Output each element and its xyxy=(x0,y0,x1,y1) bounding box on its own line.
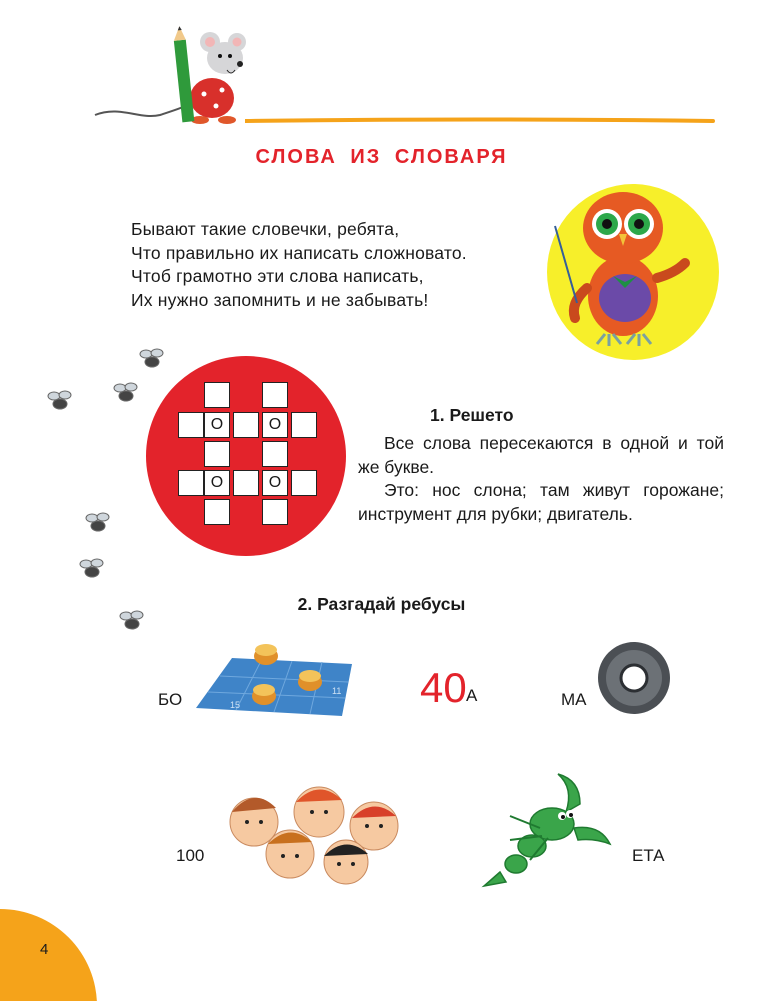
nut-illustration xyxy=(594,638,674,718)
page-number: 4 xyxy=(40,941,49,958)
task1-paragraph: Все слова пересекаются в одной и той же букве. xyxy=(358,433,724,477)
sieve-puzzle xyxy=(146,356,346,556)
faces-illustration xyxy=(224,778,414,888)
owl-illustration xyxy=(535,178,720,363)
grid-cell xyxy=(178,470,204,496)
task2-heading: 2. Разгадай ребусы xyxy=(297,594,466,614)
grid-cell xyxy=(233,412,259,438)
rebus3-prefix: МА xyxy=(561,690,587,709)
checkers-board-illustration xyxy=(192,636,362,720)
grid-cell xyxy=(204,499,230,525)
grid-cell xyxy=(204,382,230,408)
rebus5-suffix: ЕТА xyxy=(632,846,665,865)
poem xyxy=(131,218,467,312)
grid-cell xyxy=(262,382,288,408)
rebus4-prefix: 100 xyxy=(176,846,205,865)
poem-line: Чтоб грамотно эти слова написать, xyxy=(131,266,424,286)
rebus2-number: 40 xyxy=(420,664,467,711)
mouse-with-pencil-illustration xyxy=(90,20,250,130)
rebus2-suffix: А xyxy=(466,686,478,705)
grid-cell: О xyxy=(204,470,230,496)
grid-cell: О xyxy=(204,412,230,438)
poem-line: Что правильно их написать сложновато. xyxy=(131,242,467,263)
grid-cell xyxy=(262,441,288,467)
task1-text xyxy=(358,432,724,526)
grid-cell xyxy=(204,441,230,467)
grid-cell xyxy=(291,412,317,438)
poem-line: Их нужно запомнить и не забывать! xyxy=(131,289,429,310)
grid-cell xyxy=(262,499,288,525)
tile-number: 11 xyxy=(332,686,342,696)
grid-cell: О xyxy=(262,412,288,438)
task1-heading: 1. Решето xyxy=(430,405,514,425)
rebus1-prefix: БО xyxy=(158,690,183,709)
tile-number: 15 xyxy=(230,700,241,710)
orange-line-decoration xyxy=(245,116,715,126)
crayfish-illustration xyxy=(470,768,620,893)
grid-cell xyxy=(233,470,259,496)
poem-line: Бывают такие словечки, ребята, xyxy=(131,219,400,239)
page-title: СЛОВА ИЗ СЛОВАРЯ xyxy=(255,146,508,168)
grid-cell xyxy=(178,412,204,438)
task1-paragraph: Это: нос слона; там живут горожане; инструмент для рубки; двигатель. xyxy=(358,480,724,524)
grid-cell xyxy=(291,470,317,496)
grid-cell: О xyxy=(262,470,288,496)
page-corner-decoration xyxy=(0,906,100,1001)
